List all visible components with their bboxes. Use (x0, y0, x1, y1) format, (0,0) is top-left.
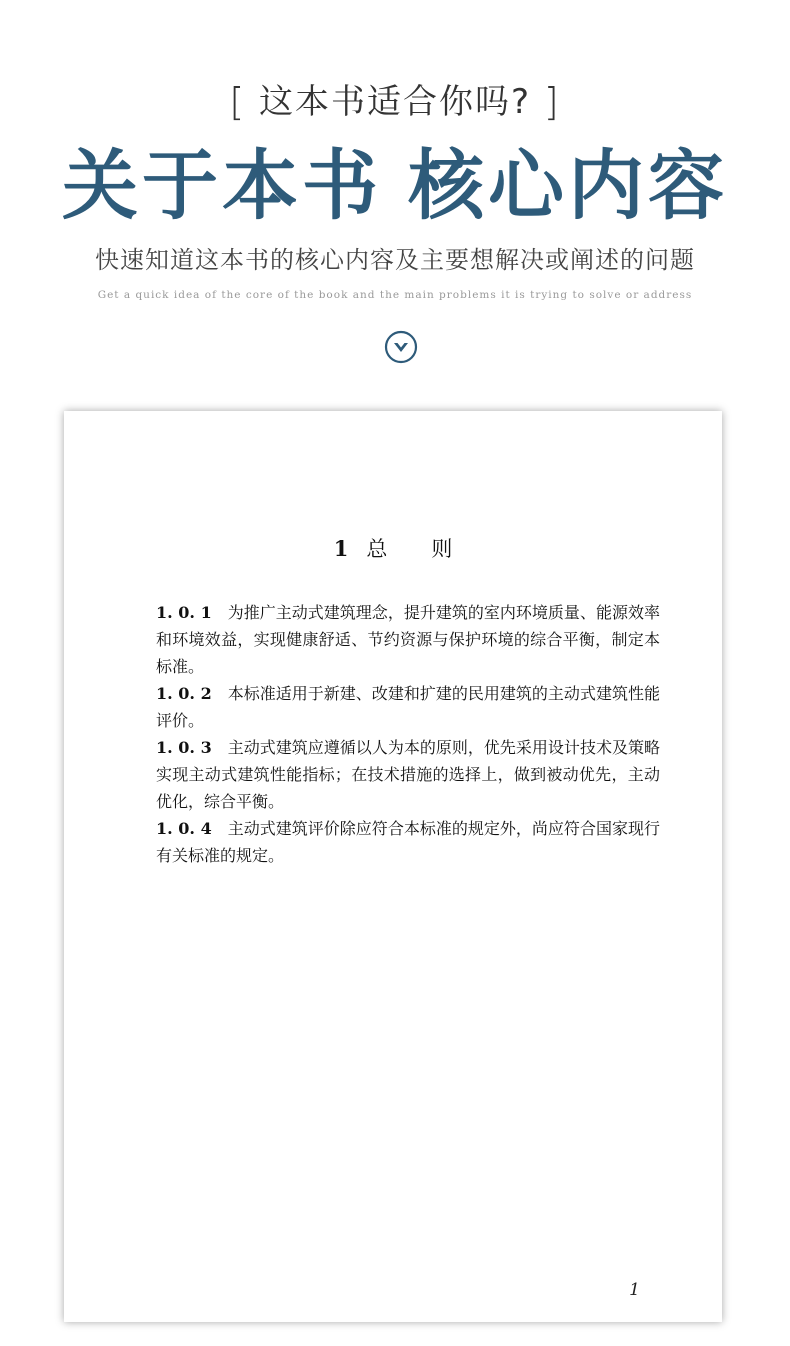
clause-number: 1. 0. 1 (156, 603, 212, 622)
chevron-down-circle-icon (384, 330, 418, 364)
clause-number: 1. 0. 3 (156, 738, 212, 757)
chapter-number: 1 (333, 536, 349, 561)
right-bracket: ] (543, 80, 561, 124)
clause-item (156, 680, 660, 734)
clause-list (156, 599, 660, 869)
clause-item (156, 734, 660, 815)
question-heading (0, 80, 790, 124)
chapter-title (64, 535, 722, 563)
clause-text: 主动式建筑应遵循以人为本的原则，优先采用设计技术及策略实现主动式建筑性能指标；在技术措施的选择上，做到被动优先，主动优化，综合平衡。 (156, 738, 660, 811)
chapter-word-2: 则 (431, 537, 453, 561)
clause-text: 本标准适用于新建、改建和扩建的民用建筑的主动式建筑性能评价。 (156, 684, 660, 730)
subtitle-chinese: 快速知道这本书的核心内容及主要想解决或阐述的问题 (95, 246, 695, 274)
question-text: 这本书适合你吗? (258, 82, 532, 122)
main-title (0, 140, 790, 232)
book-page-preview (64, 411, 722, 1322)
clause-item (156, 599, 660, 680)
page-number: 1 (629, 1280, 640, 1300)
clause-text: 为推广主动式建筑理念，提升建筑的室内环境质量、能源效率和环境效益，实现健康舒适、节约资源与保护环境的综合平衡，制定本标准。 (156, 603, 660, 676)
title-part-core-content: 核心内容 (408, 141, 728, 230)
left-bracket: [ (229, 80, 247, 124)
clause-text: 主动式建筑评价除应符合本标准的规定外，尚应符合国家现行有关标准的规定。 (156, 819, 660, 865)
subtitle-english: Get a quick idea of the core of the book and the main problems it is trying to solve or address (97, 289, 693, 301)
clause-number: 1. 0. 2 (156, 684, 212, 703)
promo-header (0, 0, 790, 400)
clause-number: 1. 0. 4 (156, 819, 212, 838)
title-part-about-book: 关于本书 (62, 141, 382, 230)
chapter-word-1: 总 (366, 537, 388, 561)
clause-item (156, 815, 660, 869)
